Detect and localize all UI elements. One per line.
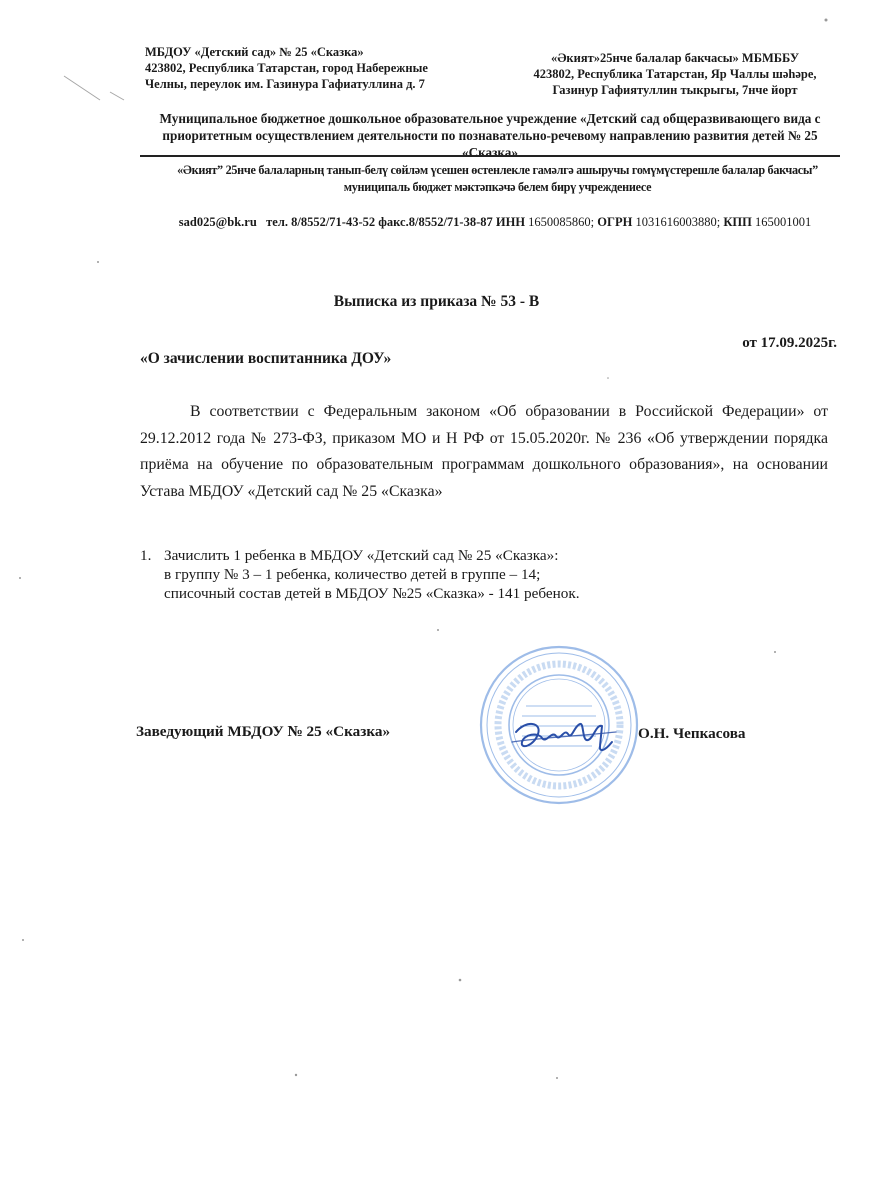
contact-kpp: 165001001 [754,215,812,229]
org-tatar-name: «Әкият” 25нче балаларның танып-белү сөйләм үсешен өстенлекле гамәлгә ашыручы гомүмүстерешле балалар бакчасы” муниципаль бюджет мәктәпкәчә белем бирү учреждениесе [177,163,818,194]
signature-icon [508,712,620,760]
document-title: Выписка из приказа № 53 - В [333,293,540,310]
header-divider [140,155,840,157]
order-item-number: 1. [140,547,152,564]
body-paragraph: В соответствии с Федеральным законом «Об образовании в Российской Федерации» от 29.12.2012 года № 273-ФЗ, приказом МО и Н РФ от 15.05.2020г. № 236 «Об утверждении порядка приёма на обучение по образовательным программам дошкольного образования», на основании Устава МБДОУ «Детский сад № 25 «Сказка» [140,403,828,500]
contact-kpp-label: КПП [723,215,752,229]
header-right-line1: «Әкият»25нче балалар бакчасы» МБМББУ [550,51,800,65]
contact-ogrn-label: ОГРН [597,215,633,229]
document-subject: «О зачислении воспитанника ДОУ» [140,350,392,367]
header-left-line3: Челны, переулок им. Газинура Гафиатуллина д. 7 [145,77,425,91]
order-item-line: списочный состав детей в МБДОУ №25 «Сказка» - 141 ребенок. [164,585,580,602]
contact-phone: тел. 8/8552/71-43-52 факс.8/8552/71-38-87 [266,215,493,229]
contact-inn-label: ИНН [495,215,526,229]
contact-inn: 1650085860; [528,215,595,229]
header-right [505,50,845,98]
document-date: от 17.09.2025г. [742,335,837,351]
header-left-line1: МБДОУ «Детский сад» № 25 «Сказка» [145,45,364,59]
header-left [145,44,475,92]
header-right-line3: Газинур Гафиятуллин тыкрыгы, 7нче йорт [552,83,798,97]
org-full-name: Муниципальное бюджетное дошкольное образовательное учреждение «Детский сад общеразвивающего вида с приоритетным осуществлением деятельности по познавательно-речевому направлению развития детей № 25 «Сказка» [159,111,821,160]
signatory-name: О.Н. Чепкасова [638,725,746,742]
contact-ogrn: 1031616003880; [635,215,721,229]
contact-email: sad025@bk.ru [178,215,257,229]
order-item-text [164,546,824,603]
contacts-line [145,214,845,230]
order-item-line: в группу № 3 – 1 ребенка, количество детей в группе – 14; [164,566,541,583]
order-item-line: Зачислить 1 ребенка в МБДОУ «Детский сад № 25 «Сказка»: [164,547,559,564]
signatory-title: Заведующий МБДОУ № 25 «Сказка» [136,723,391,740]
header-left-line2: 423802, Республика Татарстан, город Набережные [145,61,428,75]
header-right-line2: 423802, Республика Татарстан, Яр Чаллы шәһәре, [533,67,817,81]
